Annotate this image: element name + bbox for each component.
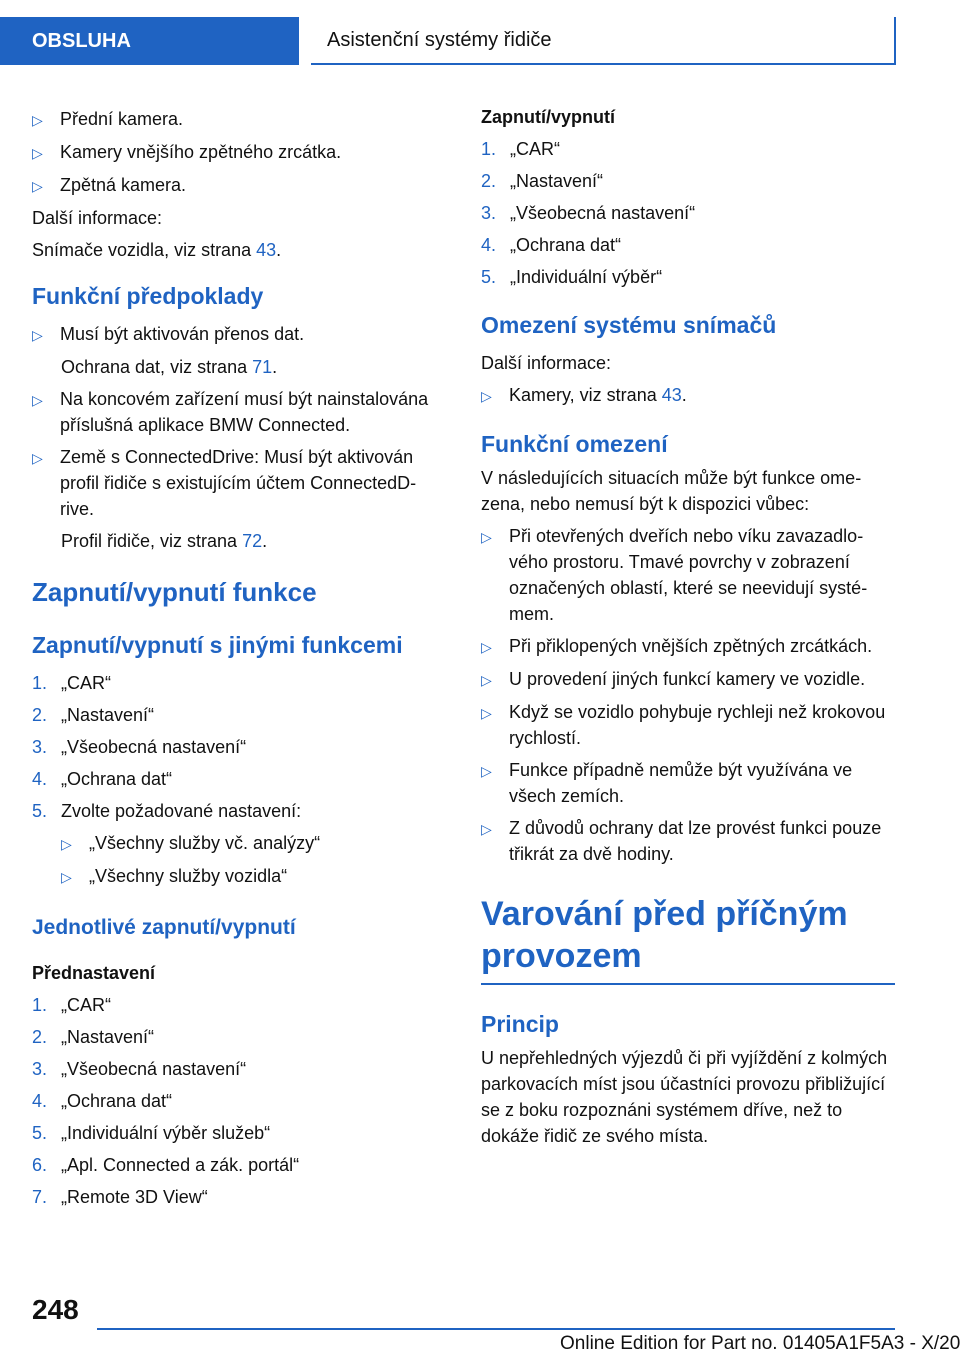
triangle-bullet-icon: ▷ <box>32 178 43 194</box>
sub-list-item: ▷ „Všechny služby vč. analýzy“ <box>32 830 444 857</box>
heading-cross-traffic-warning: Varování před příčným provozem <box>481 893 895 985</box>
chapter-header <box>311 17 896 65</box>
numbered-step: 5. „Individuální výběr“ <box>481 267 663 287</box>
list-item: ▷ Funkce případně nemůže být využívána ve všech zemích. <box>481 757 895 809</box>
numbered-step: 5. „Individuální výběr služeb“ <box>32 1123 271 1143</box>
numbered-step: 3. „Všeobecná nastavení“ <box>32 737 247 757</box>
section-tab <box>0 17 299 65</box>
triangle-bullet-icon: ▷ <box>61 836 72 852</box>
triangle-bullet-icon: ▷ <box>32 392 43 408</box>
triangle-bullet-icon: ▷ <box>481 763 492 779</box>
triangle-bullet-icon: ▷ <box>32 145 43 161</box>
principle-text: U nepřehledných výjezdů či při vyjíždění z kolmých parkovacích míst jsou účastníci provozu přibližující se z boku rozpoznáni systémem dříve, než to dokáže řidič ze svého místa. <box>481 1048 888 1146</box>
list-item: ▷ Když se vozidlo pohybuje rychleji než krokovou rychlostí. <box>481 699 895 751</box>
numbered-step: 6. „Apl. Connected a zák. portál“ <box>32 1155 300 1175</box>
footer-divider <box>97 1328 895 1330</box>
numbered-step: 3. „Všeobecná nastavení“ <box>481 203 696 223</box>
page-link[interactable]: 43 <box>661 385 682 405</box>
more-info-label: Další informace: <box>32 208 163 228</box>
sensors-reference: Snímače vozidla, viz strana 43. <box>32 240 282 260</box>
numbered-step: 2. „Nastavení“ <box>32 1027 155 1047</box>
more-info-label: Další informace: <box>481 353 612 373</box>
list-item: ▷ U provedení jiných funkcí kamery ve vozidle. <box>481 666 895 693</box>
triangle-bullet-icon: ▷ <box>481 388 492 404</box>
driver-profile-reference: Profil řidiče, viz strana 72. <box>61 531 268 551</box>
numbered-step: 1. „CAR“ <box>32 995 111 1015</box>
list-item: ▷ Při přiklopených vnějších zpětných zrcátkách. <box>481 633 895 660</box>
numbered-step: 4. „Ochrana dat“ <box>32 769 173 789</box>
triangle-bullet-icon: ▷ <box>481 821 492 837</box>
heading-prerequisites: Funkční předpoklady <box>32 283 264 309</box>
triangle-bullet-icon: ▷ <box>481 529 492 545</box>
numbered-step: 2. „Nastavení“ <box>481 171 604 191</box>
functional-limits-intro: V následujících situacích může být funkce omezena, nebo nemusí být k dispozici vůbec: <box>481 468 862 514</box>
list-item: ▷ Kamery vnějšího zpětného zrcátka. <box>32 139 444 166</box>
triangle-bullet-icon: ▷ <box>32 112 43 128</box>
page-link[interactable]: 43 <box>256 240 277 260</box>
right-column <box>481 100 895 1155</box>
list-item: ▷ Z důvodů ochrany dat lze provést funkci pouze třikrát za dvě hodiny. <box>481 815 895 867</box>
heading-single-on-off: Jednotlivé zapnutí/vypnutí <box>32 916 296 939</box>
list-item: ▷ Zpětná kamera. <box>32 172 444 199</box>
list-item: ▷ Musí být aktivován přenos dat. <box>32 321 444 348</box>
numbered-step: 7. „Remote 3D View“ <box>32 1187 208 1207</box>
numbered-step: 5. Zvolte požadované nastavení: <box>32 801 302 821</box>
page-number: 248 <box>32 1294 79 1325</box>
triangle-bullet-icon: ▷ <box>32 327 43 343</box>
page-link[interactable]: 71 <box>252 357 273 377</box>
heading-principle: Princip <box>481 1011 559 1037</box>
footer-edition: Online Edition for Part no. 01405A1F5A3 - X/20 <box>560 1333 960 1354</box>
heading-on-off: Zapnutí/vypnutí <box>481 107 615 127</box>
numbered-step: 3. „Všeobecná nastavení“ <box>32 1059 247 1079</box>
numbered-step: 1. „CAR“ <box>32 673 111 693</box>
list-item: ▷ Země s ConnectedDrive: Musí být aktivován profil řidiče s existujícím účtem ConnectedDrive. <box>32 444 444 522</box>
page-link[interactable]: 72 <box>242 531 263 551</box>
heading-functional-limits: Funkční omezení <box>481 431 668 457</box>
heading-preset: Přednastavení <box>32 963 156 983</box>
list-item: ▷ Kamery, viz strana 43. <box>481 382 895 409</box>
numbered-step: 4. „Ochrana dat“ <box>32 1091 173 1111</box>
numbered-step: 4. „Ochrana dat“ <box>481 235 622 255</box>
data-protection-reference: Ochrana dat, viz strana 71. <box>61 357 278 377</box>
heading-sensor-limits: Omezení systému snímačů <box>481 312 777 338</box>
sub-list-item: ▷ „Všechny služby vozidla“ <box>32 863 444 890</box>
triangle-bullet-icon: ▷ <box>481 672 492 688</box>
numbered-step: 2. „Nastavení“ <box>32 705 155 725</box>
list-item: ▷ Na koncovém zařízení musí být nainstalována příslušná aplikace BMW Connected. <box>32 386 444 438</box>
triangle-bullet-icon: ▷ <box>481 705 492 721</box>
triangle-bullet-icon: ▷ <box>61 869 72 885</box>
triangle-bullet-icon: ▷ <box>32 450 43 466</box>
numbered-step: 1. „CAR“ <box>481 139 560 159</box>
triangle-bullet-icon: ▷ <box>481 639 492 655</box>
heading-on-off-other: Zapnutí/vypnutí s jinými funkcemi <box>32 632 403 658</box>
list-item: ▷ Přední kamera. <box>32 106 444 133</box>
section-label: OBSLUHA <box>32 29 131 52</box>
list-item: ▷ Při otevřených dveřích nebo víku zavazadlového prostoru. Tmavé povrchy v zobrazení označených oblastí, které se neevidují systémem. <box>481 523 895 627</box>
chapter-title: Asistenční systémy řidiče <box>327 28 552 51</box>
left-column <box>32 100 444 1216</box>
heading-on-off-function: Zapnutí/vypnutí funkce <box>32 577 317 607</box>
